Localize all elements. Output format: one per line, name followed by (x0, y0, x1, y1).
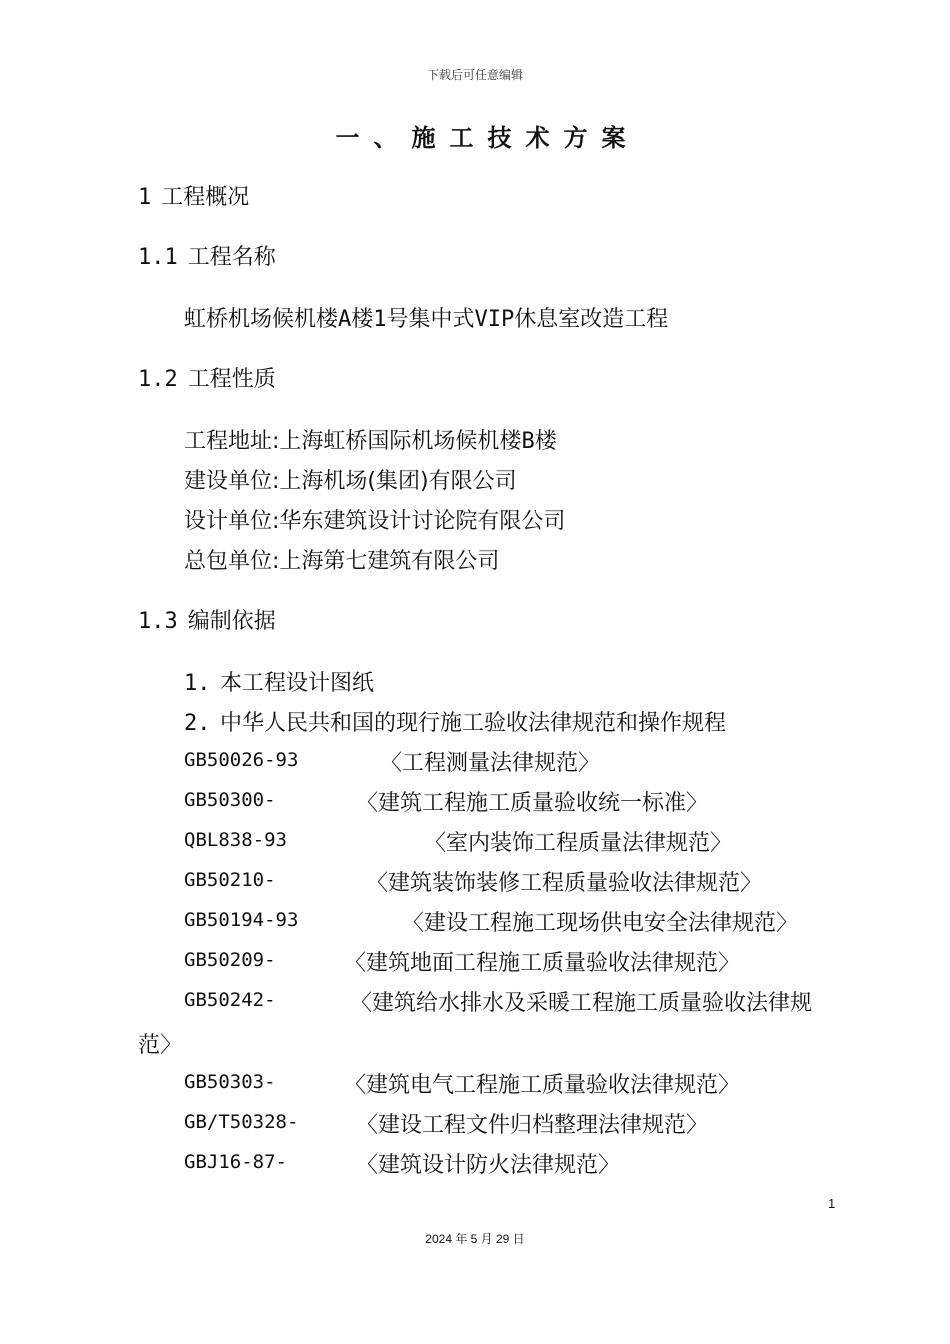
doc-title: 一、施工技术方案 (335, 124, 640, 152)
standard-code: GB50026-93 (184, 749, 299, 771)
info-value: 上海第七建筑有限公司 (279, 549, 500, 574)
project-name-text: 虹桥机场候机楼 (184, 307, 339, 332)
standard-code: GB50242- (184, 989, 276, 1011)
info-value: 楼 (534, 429, 557, 454)
project-name-text: 休息室改造工程 (514, 307, 669, 332)
section-title: 工程概况 (161, 185, 250, 210)
standard-code: GB50194-93 (184, 909, 299, 931)
header-note: 下载后可任意编辑 (426, 68, 523, 82)
section-number: 1.3 (138, 609, 178, 634)
list-number: 1. (184, 671, 211, 696)
standard-code: GBJ16-87- (184, 1151, 287, 1173)
standard-title: 〈建筑电气工程施工质量验收法律规范〉 (344, 1073, 741, 1098)
info-value: B (521, 429, 535, 454)
info-label: 建设单位: (184, 469, 280, 494)
info-value: 上海虹桥国际机场候机楼 (279, 429, 522, 454)
standard-title: 〈建设工程文件归档整理法律规范〉 (356, 1113, 709, 1138)
footer-date: 2024 年 5 月 29 日 (425, 1232, 525, 1246)
section-title: 工程名称 (187, 245, 276, 270)
info-line-designer (184, 504, 565, 535)
project-name-text: 号集中式 (386, 307, 475, 332)
standard-code: GB50303- (184, 1071, 276, 1093)
list-item (184, 666, 374, 697)
standard-title: 〈建设工程施工现场供电安全法律规范〉 (402, 911, 799, 936)
info-value: 华东建筑设计讨论院有限公司 (279, 509, 566, 534)
section-title: 工程性质 (187, 367, 276, 392)
list-item (184, 706, 726, 737)
standard-code: GB/T50328- (184, 1111, 299, 1133)
list-text: 中华人民共和国的现行施工验收法律规范和操作规程 (220, 711, 727, 736)
section-number: 1.1 (138, 245, 178, 270)
section-1-1-heading (138, 240, 276, 271)
standard-code: GB50300- (184, 789, 276, 811)
standard-title: 〈工程测量法律规范〉 (380, 751, 601, 776)
standard-title: 〈建筑装饰装修工程质量验收法律规范〉 (366, 871, 763, 896)
info-line-contractor (184, 544, 499, 575)
standard-title: 〈室内装饰工程质量法律规范〉 (424, 831, 733, 856)
project-name (184, 302, 668, 333)
page-number: 1 (828, 1196, 836, 1211)
standard-title: 〈建筑工程施工质量验收统一标准〉 (356, 791, 709, 816)
standard-title: 〈建筑给水排水及采暖工程施工质量验收法律规 (350, 991, 813, 1016)
standard-code: GB50209- (184, 949, 276, 971)
standard-title: 〈建筑设计防火法律规范〉 (356, 1153, 621, 1178)
info-label: 设计单位: (184, 509, 280, 534)
standard-code: QBL838-93 (184, 829, 287, 851)
list-number: 2. (184, 711, 211, 736)
section-1-3-heading (138, 604, 276, 635)
info-label: 总包单位: (184, 549, 280, 574)
project-name-text: 1 (373, 307, 387, 332)
section-number: 1 (138, 185, 152, 210)
section-1-heading (138, 180, 249, 211)
standard-title: 〈建筑地面工程施工质量验收法律规范〉 (344, 951, 741, 976)
standard-title-wrap: 范〉 (138, 1033, 183, 1058)
section-number: 1.2 (138, 367, 178, 392)
section-title: 编制依据 (187, 609, 276, 634)
list-text: 本工程设计图纸 (220, 671, 375, 696)
standard-code: GB50210- (184, 869, 276, 891)
project-name-text: 楼 (351, 307, 374, 332)
project-name-text: A (338, 307, 352, 332)
section-1-2-heading (138, 362, 276, 393)
info-label: 工程地址: (184, 429, 280, 454)
info-line-owner (184, 464, 517, 495)
info-value: 上海机场(集团)有限公司 (279, 469, 517, 494)
info-line-address (184, 424, 557, 455)
project-name-text: VIP (474, 307, 515, 332)
